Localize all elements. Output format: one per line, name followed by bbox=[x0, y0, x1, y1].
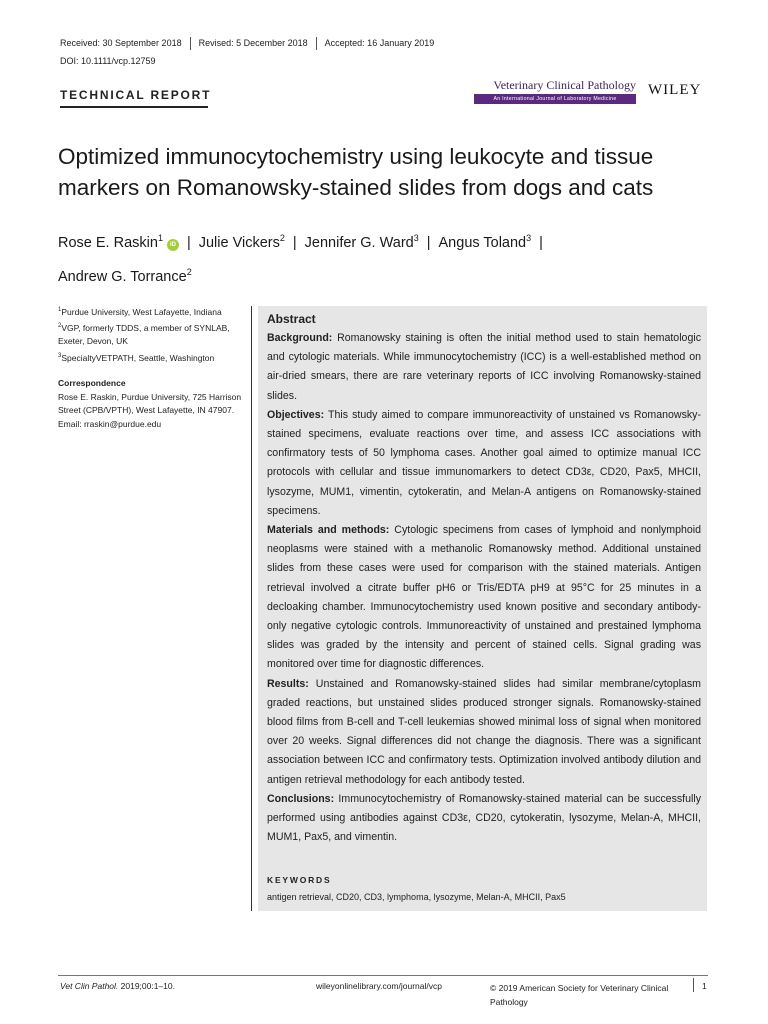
abstract-section bbox=[267, 521, 701, 675]
citation-journal: Vet Clin Pathol. bbox=[60, 981, 119, 991]
abstract-section bbox=[267, 329, 701, 406]
footer-divider bbox=[693, 978, 694, 992]
affiliation-item bbox=[58, 320, 244, 349]
abstract-section-label: Background: bbox=[267, 332, 333, 344]
abstract-heading: Abstract bbox=[267, 312, 316, 326]
section-underline bbox=[60, 106, 208, 108]
author-affiliation-number: 1 bbox=[157, 233, 163, 243]
abstract-section-text: Immunocytochemistry of Romanowsky-stained material can be successfully performed using antibodies against CD3ε, CD20, cytokeratin, lysozyme, Melan-A, MHCII, MUM1, Pax5, and vimentin. bbox=[267, 792, 702, 844]
abstract-section-text: Romanowsky staining is often the initial method used to stain hematologic and cytologic materials. While immunocytochemistry (ICC) is a well-established method on air-dried smears, there are rare veterinary reports of ICC involving Romanowsky-stained slides. bbox=[267, 332, 701, 402]
abstract-box bbox=[258, 306, 707, 911]
author-separator: | bbox=[426, 234, 431, 251]
affiliation-text: VGP, formerly TDDS, a member of SYNLAB, Exeter, Devon, UK bbox=[58, 322, 230, 347]
abstract-body bbox=[267, 310, 701, 847]
author-affiliation-number: 2 bbox=[186, 266, 192, 277]
affiliation-item bbox=[58, 350, 244, 365]
author-affiliation-number: 3 bbox=[413, 233, 419, 243]
article-dates bbox=[60, 37, 434, 50]
page-number: 1 bbox=[702, 981, 707, 991]
footer-rule bbox=[58, 975, 708, 976]
author-separator: | bbox=[539, 234, 543, 251]
author-name[interactable]: Rose E. Raskin bbox=[58, 234, 158, 251]
abstract-section-label: Materials and methods: bbox=[267, 524, 390, 537]
correspondence-heading: Correspondence bbox=[58, 378, 126, 388]
footer-url[interactable]: wileyonlinelibrary.com/journal/vcp bbox=[316, 981, 442, 991]
affiliation-number: 3 bbox=[58, 353, 62, 359]
author-list bbox=[58, 224, 698, 292]
abstract-section bbox=[267, 406, 701, 521]
author-name[interactable]: Julie Vickers bbox=[198, 234, 280, 251]
affiliation-item bbox=[58, 304, 244, 319]
affiliation-number: 2 bbox=[58, 323, 62, 329]
abstract-section-label: Objectives: bbox=[267, 408, 325, 421]
correspondence-address: Rose E. Raskin, Purdue University, 725 Harrison Street (CPB/VPTH), West Lafayette, IN 47907. bbox=[58, 391, 242, 415]
footer-citation bbox=[60, 981, 175, 991]
author-affiliation-number: 3 bbox=[526, 233, 532, 243]
citation-details: 2019;00:1–10. bbox=[118, 981, 176, 991]
article-title: Optimized immunocytochemistry using leukocyte and tissue markers on Romanowsky-stained slides from dogs and cats bbox=[58, 144, 654, 200]
author-name[interactable]: Angus Toland bbox=[438, 234, 527, 251]
abstract-section-text: This study aimed to compare immunoreactivity of unstained vs Romanowsky-stained specimens, evaluate reactions over time, and assess ICC associations with confirmatory tests of 50 lymphoma cases. Another goal aimed to optimize manual ICC protocols with cellular and tissue immunomarkers to detect CD3ε, CD20, Pax5, MHCII, lysozyme, MUM1, vimentin, cytokeratin, and Melan-A antigens on Romanowsky-stained specimens. bbox=[267, 408, 701, 517]
affiliation-number: 1 bbox=[58, 307, 62, 313]
author-separator: | bbox=[186, 234, 191, 251]
author-separator: | bbox=[292, 234, 297, 251]
abstract-section-text: Unstained and Romanowsky-stained slides had similar membrane/cytoplasm graded reactions, but unstained slides produced stronger signals. Romanowsky-stained blood films from B-cell and T-cell leukemias showed minimal loss of signal when monitored over 20 weeks. Signal differences did not change the diagnosis. There was a significant association between ICC and confirmatory tests. Optimization involved antibody dilution and antigen retrieval methodology for each antibody tested. bbox=[267, 677, 701, 786]
received-date: Received: 30 September 2018 bbox=[60, 37, 182, 48]
abstract-section-text: Cytologic specimens from cases of lymphoid and nonlymphoid neoplasms were stained with a methanolic Romanowsky method. Additional unstained slides from these cases were used for comparison with the stained materials. Antigen retrieval involved a citrate buffer pH6 or Tris/EDTA pH9 at 95°C for 25 minutes in a decloaking chamber. Immunocytochemistry used known positive and secondary antibody-only negative cytologic controls. Immunoreactivity of unstained and prestained lymphoma slides was graded by the intensity and percent of stained cells. Signal grading was monitored over time for diagnostic differences. bbox=[267, 524, 701, 671]
journal-logo[interactable] bbox=[474, 78, 636, 104]
journal-logo-subtitle: An International Journal of Laboratory Medicine bbox=[474, 94, 636, 104]
author-affiliation-number: 2 bbox=[279, 233, 285, 243]
abstract-section-label: Results: bbox=[267, 677, 309, 690]
revised-date: Revised: 5 December 2018 bbox=[198, 37, 308, 48]
publisher-logo[interactable]: WILEY bbox=[648, 82, 702, 98]
abstract-section bbox=[267, 790, 701, 848]
doi-link[interactable]: DOI: 10.1111/vcp.12759 bbox=[60, 56, 156, 66]
affiliation-text: Purdue University, West Lafayette, Indiana bbox=[61, 306, 222, 317]
correspondence bbox=[58, 377, 244, 431]
author-name[interactable]: Jennifer G. Ward bbox=[304, 234, 414, 251]
keywords-heading: KEYWORDS bbox=[267, 875, 332, 885]
abstract-section bbox=[267, 675, 701, 790]
author-name[interactable]: Andrew G. Torrance bbox=[58, 268, 187, 285]
divider bbox=[190, 37, 191, 50]
accepted-date: Accepted: 16 January 2019 bbox=[324, 37, 435, 48]
correspondence-email[interactable]: Email: rraskin@purdue.edu bbox=[58, 418, 162, 429]
abstract-section-label: Conclusions: bbox=[267, 792, 335, 805]
orcid-icon[interactable]: iD bbox=[167, 239, 179, 251]
journal-logo-title: Veterinary Clinical Pathology bbox=[493, 78, 636, 92]
affiliation-text: SpecialtyVETPATH, Seattle, Washington bbox=[61, 352, 215, 363]
section-label: TECHNICAL REPORT bbox=[60, 88, 212, 102]
abstract-divider bbox=[251, 306, 252, 911]
divider bbox=[316, 37, 317, 50]
keywords-list: antigen retrieval, CD20, CD3, lymphoma, lysozyme, Melan-A, MHCII, Pax5 bbox=[267, 892, 566, 902]
footer-copyright: © 2019 American Society for Veterinary Clinical Pathology bbox=[490, 983, 669, 1007]
